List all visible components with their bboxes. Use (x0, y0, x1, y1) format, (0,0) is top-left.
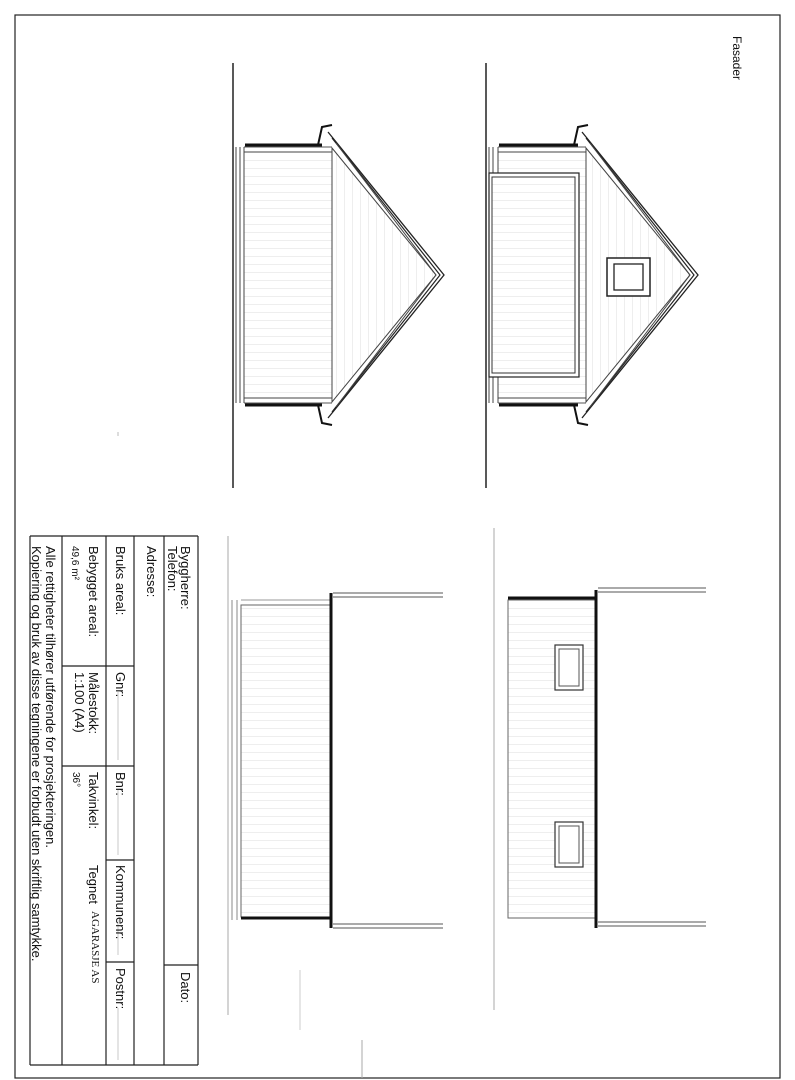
takvinkel-value: 36° (70, 772, 81, 788)
side-elevation-right (494, 528, 706, 1010)
gable-elevation-left (233, 63, 444, 488)
tegnet-value: AGARASJE AS (89, 911, 101, 984)
adresse-label: Adresse: (144, 546, 159, 598)
bnr-label: Bnr: (113, 772, 128, 796)
kommunenr-label: Kommunenr: (113, 865, 128, 940)
bebygget-areal-label: Bebygget areal: (86, 546, 101, 638)
gable-siding (332, 148, 436, 402)
wall-siding (244, 152, 332, 398)
bebygget-areal-value: 49,6 m² (69, 546, 80, 580)
malestokk-label: Målestokk: (86, 672, 101, 735)
gnr-label: Gnr: (113, 672, 128, 698)
rights-line-1: Alle rettigheter tilhører utførende for prosjekteringen. (43, 546, 58, 849)
malestokk-value: 1:100 (A4) (72, 672, 87, 733)
bygghere-label: Byggherre: (178, 546, 193, 610)
takvinkel-label: Takvinkel: (86, 772, 101, 830)
gable-elevation-right (486, 63, 698, 488)
sheet-border (15, 15, 780, 1078)
sheet-title: Fasader (730, 36, 744, 81)
postnr-label: Postnr: (113, 968, 128, 1010)
rights-line-2: Kopiering og bruk av disse tegningene er forbudt uten skriftlig samtykke. (29, 546, 44, 962)
tegnet-label: Tegnet (86, 865, 101, 905)
dato-label: Dato: (178, 972, 193, 1004)
side-elevation-left (228, 536, 443, 1030)
telefon-label: Telefon: (165, 546, 180, 592)
side-wall-siding (241, 605, 331, 917)
bruks-areal-label: Bruks areal: (113, 546, 128, 616)
